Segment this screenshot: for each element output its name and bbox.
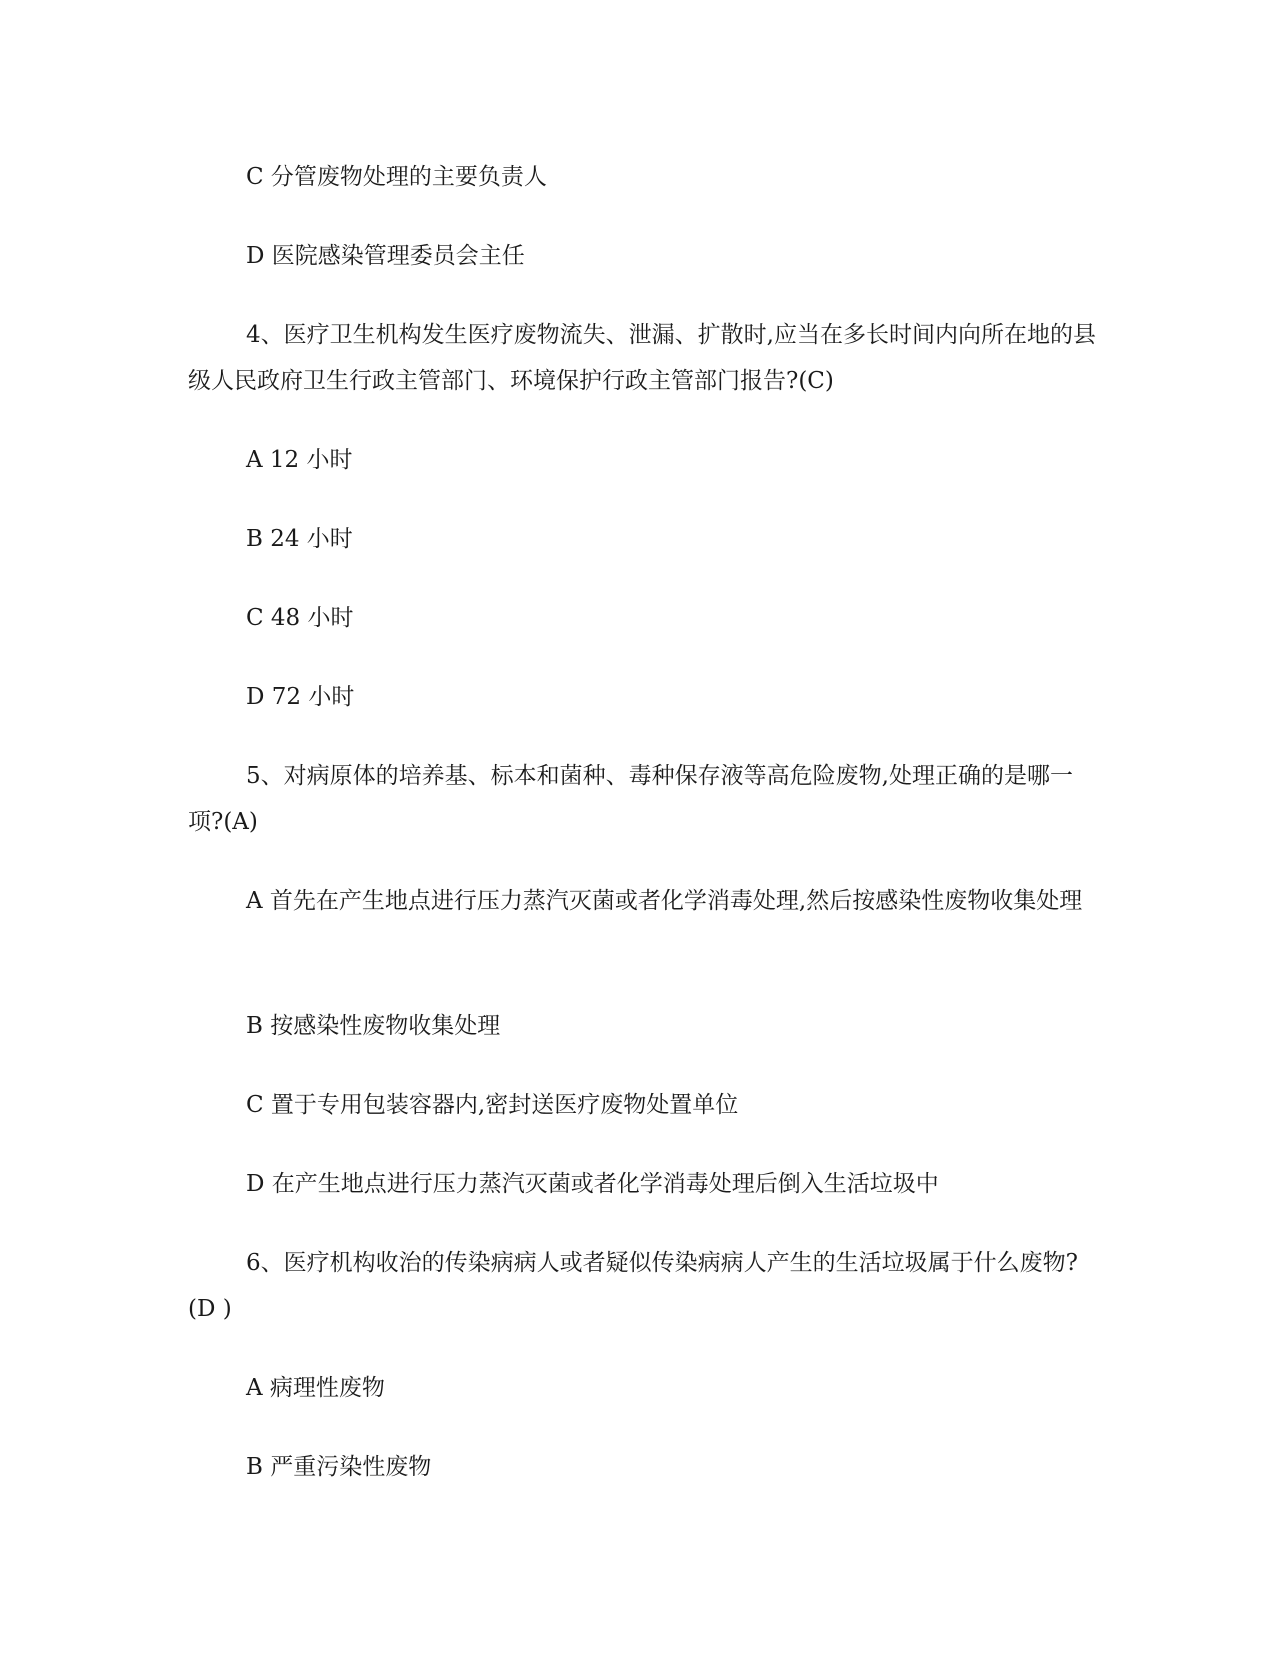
option-a: A 首先在产生地点进行压力蒸汽灭菌或者化学消毒处理,然后按感染性废物收集处理 <box>246 888 1083 914</box>
option-a: A 病理性废物 <box>246 1375 385 1401</box>
option-b: B 按感染性废物收集处理 <box>246 1013 501 1039</box>
option-c: C 分管废物处理的主要负责人 <box>246 164 547 190</box>
option-c: C 48 小时 <box>246 605 354 631</box>
option-b: B 严重污染性废物 <box>246 1454 432 1480</box>
question-5: 5、对病原体的培养基、标本和菌种、毒种保存液等高危险废物,处理正确的是哪一项?(A) <box>188 763 1073 835</box>
option-d: D 72 小时 <box>246 684 355 710</box>
question-6: 6、医疗机构收治的传染病病人或者疑似传染病病人产生的生活垃圾属于什么废物?(D ) <box>188 1250 1078 1322</box>
option-c: C 置于专用包装容器内,密封送医疗废物处置单位 <box>246 1092 739 1118</box>
option-b: B 24 小时 <box>246 526 353 552</box>
option-a: A 12 小时 <box>246 447 353 473</box>
option-d: D 医院感染管理委员会主任 <box>246 243 525 269</box>
option-d: D 在产生地点进行压力蒸汽灭菌或者化学消毒处理后倒入生活垃圾中 <box>246 1171 939 1197</box>
question-4: 4、医疗卫生机构发生医疗废物流失、泄漏、扩散时,应当在多长时间内向所在地的县级人民政府卫生行政主管部门、环境保护行政主管部门报告?(C) <box>188 322 1096 394</box>
